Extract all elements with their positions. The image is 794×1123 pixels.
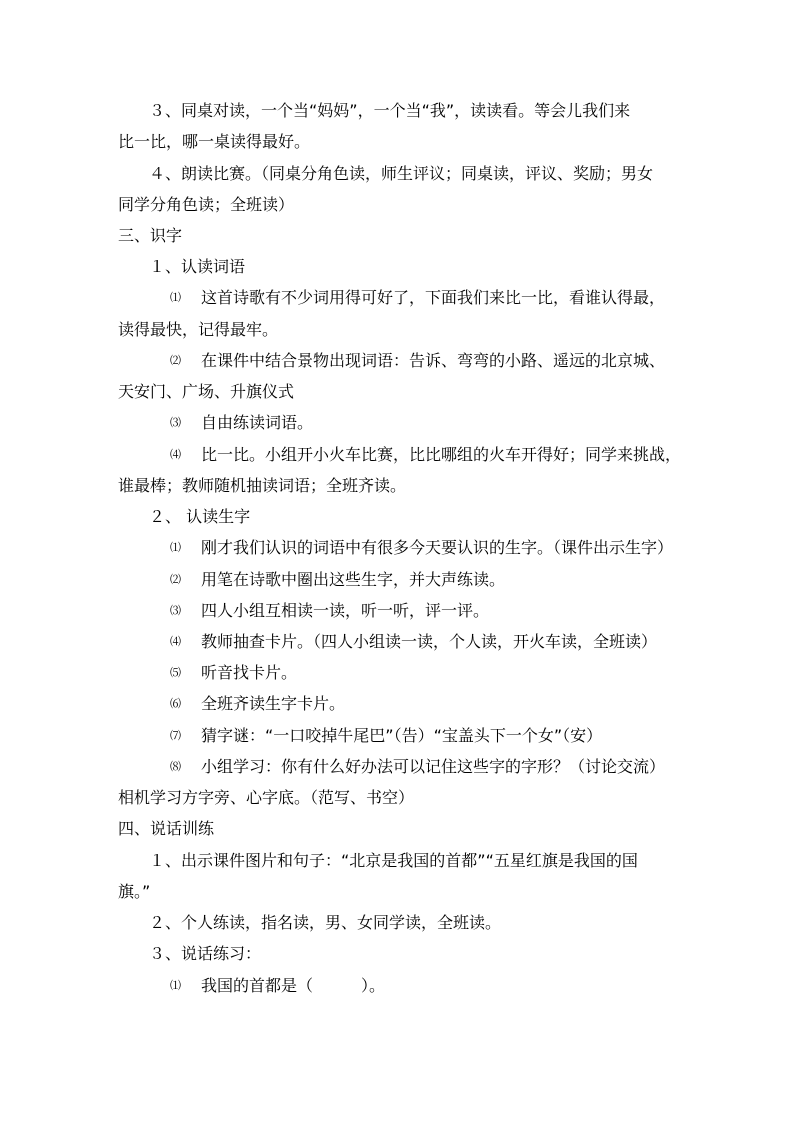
- text-line: 相机学习方字旁、心字底。（范写、书空）: [118, 788, 415, 807]
- text-line: 在课件中结合景物出现词语：告诉、弯弯的小路、遥远的北京城、: [201, 351, 666, 370]
- text-line: 读得最快，记得最牢。: [118, 320, 279, 339]
- text-line: 同学分角色读；全班读）: [118, 195, 295, 214]
- subsection-heading: １、认读词语: [149, 257, 246, 276]
- text-line: ４、朗读比赛。（同桌分角色读，师生评议；同桌读，评议、奖励；男女: [149, 164, 654, 183]
- item-number: ⑸: [170, 666, 181, 679]
- text-line: 四人小组互相读一读，听一听，评一评。: [201, 601, 490, 620]
- text-line: 猜字谜：“一口咬掉牛尾巴”（告）“宝盖头下一个女”（安）: [201, 726, 603, 745]
- subsection-heading: ２、 认读生字: [149, 507, 251, 526]
- section-heading: 四、说话训练: [118, 819, 215, 838]
- item-number: ⑷: [170, 635, 181, 648]
- item-number: ⑶: [170, 416, 181, 429]
- text-line: 教师抽查卡片。（四人小组读一读，个人读，开火车读，全班读）: [201, 632, 658, 651]
- item-number: ⑻: [170, 760, 181, 773]
- text-line: 我国的首都是（ ）。: [201, 976, 386, 995]
- item-number: ⑴: [170, 979, 181, 992]
- text-line: 全班齐读生字卡片。: [201, 694, 346, 713]
- text-line: 比一比。小组开小火车比赛，比比哪组的火车开得好；同学来挑战，: [201, 445, 682, 464]
- item-number: ⑴: [170, 291, 181, 304]
- text-line: 听音找卡片。: [201, 663, 298, 682]
- item-number: ⑶: [170, 604, 181, 617]
- section-heading: 三、识字: [118, 226, 183, 245]
- item-number: ⑺: [170, 729, 181, 742]
- text-line: 小组学习：你有什么好办法可以记住这些字的字形？（讨论交流）: [201, 757, 666, 776]
- text-line: 比一比，哪一桌读得最好。: [118, 132, 311, 151]
- item-number: ⑵: [170, 354, 181, 367]
- text-line: 这首诗歌有不少词用得可好了，下面我们来比一比，看谁认得最，: [201, 288, 666, 307]
- text-line: 天安门、广场、升旗仪式: [118, 382, 295, 401]
- item-number: ⑹: [170, 697, 181, 710]
- text-line: 用笔在诗歌中圈出这些生字，并大声练读。: [201, 570, 506, 589]
- text-line: １、出示课件图片和句子：“北京是我国的首都”“五星红旗是我国的国: [149, 851, 638, 870]
- item-number: ⑷: [170, 448, 181, 461]
- text-line: 谁最棒；教师随机抽读词语；全班齐读。: [118, 476, 407, 495]
- text-line: 刚才我们认识的词语中有很多今天要认识的生字。（课件出示生字）: [201, 538, 674, 557]
- text-line: ３、同桌对读，一个当“妈妈”，一个当“我”，读读看。等会儿我们来: [149, 101, 631, 120]
- item-number: ⑵: [170, 573, 181, 586]
- text-line: 自由练读词语。: [201, 413, 314, 432]
- text-line: ２、个人练读，指名读，男、女同学读，全班读。: [149, 913, 502, 932]
- item-number: ⑴: [170, 541, 181, 554]
- text-line: 旗。”: [118, 882, 151, 901]
- text-line: ３、说话练习：: [149, 944, 262, 963]
